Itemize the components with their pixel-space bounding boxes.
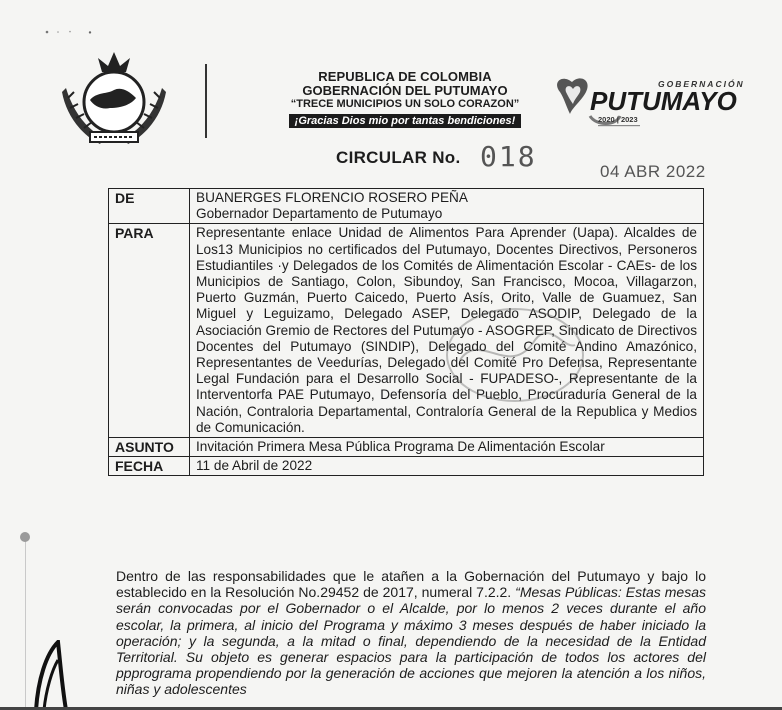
memo-row-fecha — [109, 457, 704, 476]
memo-row-para — [109, 224, 704, 438]
header-slogan: “TRECE MUNICIPIOS UN SOLO CORAZON” — [290, 98, 520, 110]
scan-margin-dot — [20, 532, 30, 542]
putumayo-logo — [550, 74, 760, 134]
header-motto: ¡Gracias Dios mio por tantas bendiciones! — [289, 114, 522, 128]
scan-margin-line — [25, 540, 26, 710]
coat-of-arms-icon — [60, 48, 168, 152]
memo-label-para: PARA — [109, 224, 190, 438]
circular-number: 018 — [480, 140, 537, 173]
handwritten-mark — [30, 640, 90, 710]
faint-stamp-mark — [440, 300, 590, 410]
sender-name: BUANERGES FLORENCIO ROSERO PEÑA — [196, 190, 468, 205]
sender-title: Gobernador Departamento de Putumayo — [196, 206, 443, 222]
body-quote: “Mesas Públicas: Estas mesas serán convocadas por el Gobernador o el Alcalde, por lo menos 2 veces durante el año escolar, la primera, al inicio del Programa y máximo 3 meses después de haber iniciado la operación; y la segunda, a la mitad o final, dependiendo de la necesidad de la Entidad Territorial. Su objeto es generar espacios para la participación de todos los actores del ppprograma propendiendo por la generación de acciones que mejoren la atención a los niños, niñas y adolescentes — [116, 584, 706, 698]
memo-value-para: Representante enlace Unidad de Alimentos Para Aprender (Uapa). Alcaldes de Los13 Municipios no certificados del Putumayo, Docentes Directivos, Personeros Estudiantiles ·y Delegados de los Comités de Alimentación Escolar - CAEs- de los Municipios de Santiago, Colon, Sibundoy, San Francisco, Mocoa, Villagarzon, Puerto Guzmán, Puerto Caicedo, Puerto Asís, Orito, Valle de Guamuez, San Miguel y Leguizamo, Delegado ASEP, Delegado ASODIP, Delegado de la Asociación Gremio de Rectores del Putumayo - ASOGREP, Sindicato de Directivos Docentes del Putumayo (SINDIP), Delegado del Comité Andino Amazónico, Representantes de Veedurías, Delegado del Comité Pro Defensa, Representante Legal Fundación para el Desarrollo Social - FUPADESO-, Representante de la Interventorfa PAE Putumayo, Defensoría del Pueblo, Procuraduría General de la Nación, Contraloria Departamental, Contraloría General de la Republica y Medios de Comunicación. — [190, 224, 704, 438]
circular-label: CIRCULAR No. — [336, 148, 461, 167]
header-country: REPUBLICA DE COLOMBIA — [318, 69, 492, 84]
memo-row-asunto — [109, 438, 704, 457]
header-divider — [205, 64, 207, 138]
memo-label-de: DE — [109, 189, 190, 224]
body-intro: Dentro de las responsabilidades que le atañen a la Gobernación del Putumayo y bajo lo establecido en la Resolución No.29452 de 2017, numeral 7.2.2. — [116, 568, 706, 601]
header-governorate: GOBERNACIÓN DEL PUTUMAYO — [302, 83, 508, 98]
memo-value-de — [190, 189, 704, 224]
memo-value-asunto: Invitación Primera Mesa Pública Programa De Alimentación Escolar — [190, 438, 704, 457]
memo-value-fecha: 11 de Abril de 2022 — [190, 457, 704, 476]
memo-header-table — [108, 188, 704, 476]
logo-years-text: 2020 | 2023 — [598, 115, 638, 124]
logo-top-text: GOBERNACIÓN — [658, 79, 745, 89]
scan-speck — [44, 30, 94, 34]
memo-row-de — [109, 189, 704, 224]
letterhead — [250, 70, 560, 129]
circular-date-stamp: 04 ABR 2022 — [600, 162, 706, 181]
body-paragraph — [116, 568, 706, 698]
memo-label-asunto: ASUNTO — [109, 438, 190, 457]
logo-name-text: PUTUMAYO — [590, 86, 737, 116]
memo-label-fecha: FECHA — [109, 457, 190, 476]
